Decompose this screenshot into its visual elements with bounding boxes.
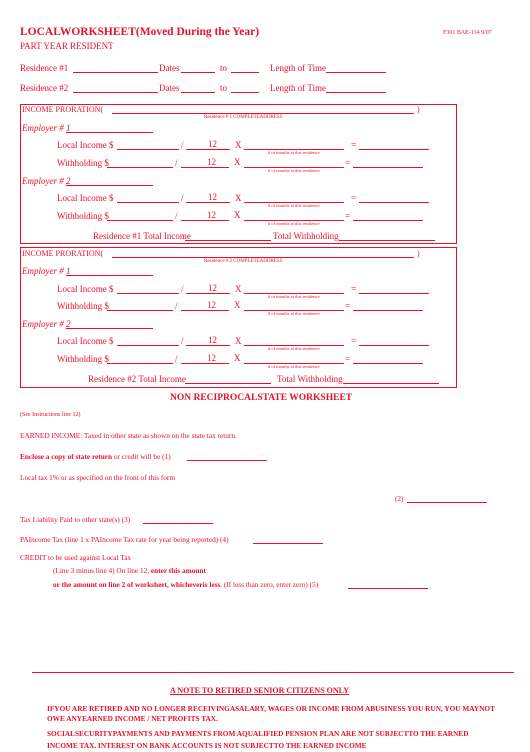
months-field[interactable] (244, 211, 344, 221)
result-field[interactable] (359, 140, 429, 150)
local-income-field[interactable] (117, 140, 179, 150)
proration-close: ) (417, 249, 420, 258)
months-total: 12 (207, 300, 216, 310)
dates-from-field[interactable] (181, 83, 215, 93)
to-label: to (220, 83, 228, 93)
form-subtitle: PART YEAR RESIDENT (20, 41, 114, 51)
address-caption: Residence # 1 COMPLETEADDRESS (204, 115, 283, 120)
proration-heading: INCOME PRORATION( (22, 105, 104, 114)
equals-sign: = (345, 158, 351, 168)
employer-label: Employer # 1 (22, 123, 71, 133)
slash: / (175, 158, 178, 168)
line4-field[interactable] (253, 535, 323, 544)
result-field[interactable] (359, 336, 429, 346)
total-withholding-field[interactable] (343, 374, 439, 384)
local-income-label: Local Income $ (57, 193, 114, 203)
local-tax-text: Local tax 1% or as specified on the front of this form (20, 473, 176, 482)
form-code: F301 BAE-114 9/07 (443, 30, 492, 36)
result-field[interactable] (353, 211, 423, 221)
slash: / (181, 193, 184, 203)
note-paragraph-2: SOCIALSECURITYPAYMENTS AND PAYMENTS FROM AQUALIFIED PENSION PLAN ARE NOT SUBJECTTO THE EARNED INCOME TAX. INTEREST ON BANK ACCOUNTS IS NOT SUBJECTTO THE EARNED INCOME (47, 729, 469, 750)
dates-to-field[interactable] (231, 63, 259, 73)
months-total: 12 (207, 353, 216, 363)
months-caption: # of months at this residence (268, 203, 320, 208)
months-field[interactable] (244, 158, 344, 168)
times-sign: X (234, 353, 241, 363)
note-divider (32, 672, 514, 673)
residence-field[interactable] (73, 63, 158, 73)
amount-on-line2-text: or the amount on line 2 of worksheet, whicheveris less (53, 580, 221, 589)
equals-sign: = (351, 140, 357, 150)
length-field[interactable] (326, 83, 386, 93)
nonrecip-title: NON RECIPROCALSTATE WORKSHEET (170, 393, 353, 403)
months-denominator (181, 354, 229, 364)
months-denominator (181, 211, 229, 221)
months-field[interactable] (244, 193, 344, 203)
residence-field[interactable] (73, 83, 158, 93)
slash: / (181, 140, 184, 150)
length-label: Length of Time (270, 83, 327, 93)
address-caption: Residence # 2 COMPLETEADDRESS (204, 259, 283, 264)
note-paragraph-1: IFYOU ARE RETIRED AND NO LONGER RECEIVINGASALARY, WAGES OR INCOME FROM ABUSINESS YOU RUN, YOU MAYNOT OWE ANYEARNED INCOME / NET PROFITS TAX. (47, 704, 495, 723)
times-sign: X (235, 193, 242, 203)
local-income-label: Local Income $ (57, 284, 114, 294)
enclose-line (20, 452, 171, 461)
to-label: to (220, 63, 228, 73)
dates-to-field[interactable] (231, 83, 259, 93)
withholding-field[interactable] (107, 301, 173, 311)
months-total: 12 (208, 139, 217, 149)
months-total: 12 (208, 283, 217, 293)
line5-field[interactable] (348, 580, 428, 589)
employer-label: Employer # 1 (22, 266, 71, 276)
slash: / (181, 284, 184, 294)
total-income-field[interactable] (185, 374, 271, 384)
slash: / (175, 211, 178, 221)
employer-field[interactable] (66, 176, 153, 186)
proration-close: ) (417, 105, 420, 114)
withholding-field[interactable] (107, 211, 173, 221)
withholding-label: Withholding $ (57, 354, 109, 364)
dates-label: Dates (159, 83, 180, 93)
months-total: 12 (208, 335, 217, 345)
line1-field[interactable] (187, 452, 267, 461)
enclose-bold-text: Enclose a copy of state return (20, 452, 113, 461)
employer-field[interactable] (66, 319, 153, 329)
line3-field[interactable] (143, 515, 213, 524)
withholding-label: Withholding $ (57, 301, 109, 311)
months-denominator (181, 158, 229, 168)
see-instructions: (See Instructions line 12) (20, 412, 81, 418)
employer-field[interactable] (66, 123, 153, 133)
result-field[interactable] (353, 354, 423, 364)
equals-sign: = (345, 354, 351, 364)
months-caption: # of months at this residence (268, 294, 320, 299)
months-caption: # of months at this residence (268, 311, 320, 316)
slash: / (175, 301, 178, 311)
total-withholding-label: Total Withholding (273, 231, 339, 241)
months-field[interactable] (244, 140, 344, 150)
line3-minus-text: (Line 3 minus line 4) On line 12, (53, 566, 151, 575)
total-income-field[interactable] (185, 231, 271, 241)
slash: / (181, 336, 184, 346)
times-sign: X (235, 336, 242, 346)
employer-label: Employer # 2 (22, 319, 71, 329)
withholding-field[interactable] (107, 354, 173, 364)
form-title: LOCALWORKSHEET(Moved During the Year) (20, 26, 260, 38)
total-withholding-field[interactable] (339, 231, 435, 241)
employer-label: Employer # 2 (22, 176, 71, 186)
equals-sign: = (351, 336, 357, 346)
local-income-field[interactable] (117, 336, 179, 346)
months-caption: # of months at this residence (268, 364, 320, 369)
result-field[interactable] (353, 301, 423, 311)
months-caption: # of months at this residence (268, 346, 320, 351)
months-denominator (181, 301, 229, 311)
total-withholding-label: Total Withholding (277, 374, 343, 384)
local-income-field[interactable] (117, 193, 179, 203)
withholding-label: Withholding $ (57, 158, 109, 168)
result-field[interactable] (359, 284, 429, 294)
pa-income-text: PAIncome Tax (line 1 x PAIncome Tax rate for year being reported) (4) (20, 535, 229, 544)
employer-field[interactable] (66, 266, 153, 276)
result-field[interactable] (353, 158, 423, 168)
months-caption: # of months at this residence (268, 221, 320, 226)
months-field[interactable] (244, 336, 344, 346)
months-total: 12 (208, 192, 217, 202)
withholding-label: Withholding $ (57, 211, 109, 221)
amount-line2-line (53, 580, 318, 589)
months-caption: # of months at this residence (268, 150, 320, 155)
length-field[interactable] (326, 63, 386, 73)
earned-income-text: EARNED INCOME: Taxed in other state as shown on the state tax return. (20, 431, 237, 440)
equals-sign: = (351, 193, 357, 203)
local-income-label: Local Income $ (57, 336, 114, 346)
less-than-zero-text: . (If less than zero, enter zero) (5) (220, 580, 319, 589)
times-sign: X (234, 210, 241, 220)
times-sign: X (235, 284, 242, 294)
residence-label: Residence #1 (20, 63, 69, 73)
months-field[interactable] (244, 354, 344, 364)
slash: / (175, 354, 178, 364)
months-field[interactable] (244, 301, 344, 311)
line2-label: (2) (395, 494, 404, 503)
address-field[interactable] (112, 249, 414, 258)
equals-sign: = (351, 284, 357, 294)
result-field[interactable] (359, 193, 429, 203)
address-field[interactable] (112, 105, 414, 114)
local-income-field[interactable] (117, 284, 179, 294)
equals-sign: = (345, 301, 351, 311)
months-caption: # of months at this residence (268, 168, 320, 173)
local-income-label: Local Income $ (57, 140, 114, 150)
withholding-field[interactable] (107, 158, 173, 168)
note-title: A NOTE TO RETIRED SENIOR CITIZENS ONLY (170, 686, 350, 695)
dates-from-field[interactable] (181, 63, 215, 73)
tax-liability-text: Tax Liability Paid to other state(s) (3) (20, 515, 131, 524)
dates-label: Dates (159, 63, 180, 73)
residence-label: Residence #2 (20, 83, 69, 93)
months-total: 12 (207, 210, 216, 220)
total-income-label: Residence #2 Total Income (88, 374, 186, 384)
credit-text: CREDIT to be used against Local Tax (20, 553, 132, 562)
line3-minus-line (53, 566, 206, 575)
times-sign: X (234, 157, 241, 167)
times-sign: X (235, 140, 242, 150)
length-label: Length of Time (270, 63, 327, 73)
times-sign: X (234, 300, 241, 310)
equals-sign: = (345, 211, 351, 221)
line2-field[interactable] (407, 494, 487, 503)
enclose-rest-text: or credit will be (1) (112, 452, 171, 461)
total-income-label: Residence #1 Total Income (93, 231, 191, 241)
months-total: 12 (207, 157, 216, 167)
enter-amount-text: enter this amount (150, 566, 206, 575)
proration-heading: INCOME PRORATION( (22, 249, 104, 258)
months-field[interactable] (244, 284, 344, 294)
